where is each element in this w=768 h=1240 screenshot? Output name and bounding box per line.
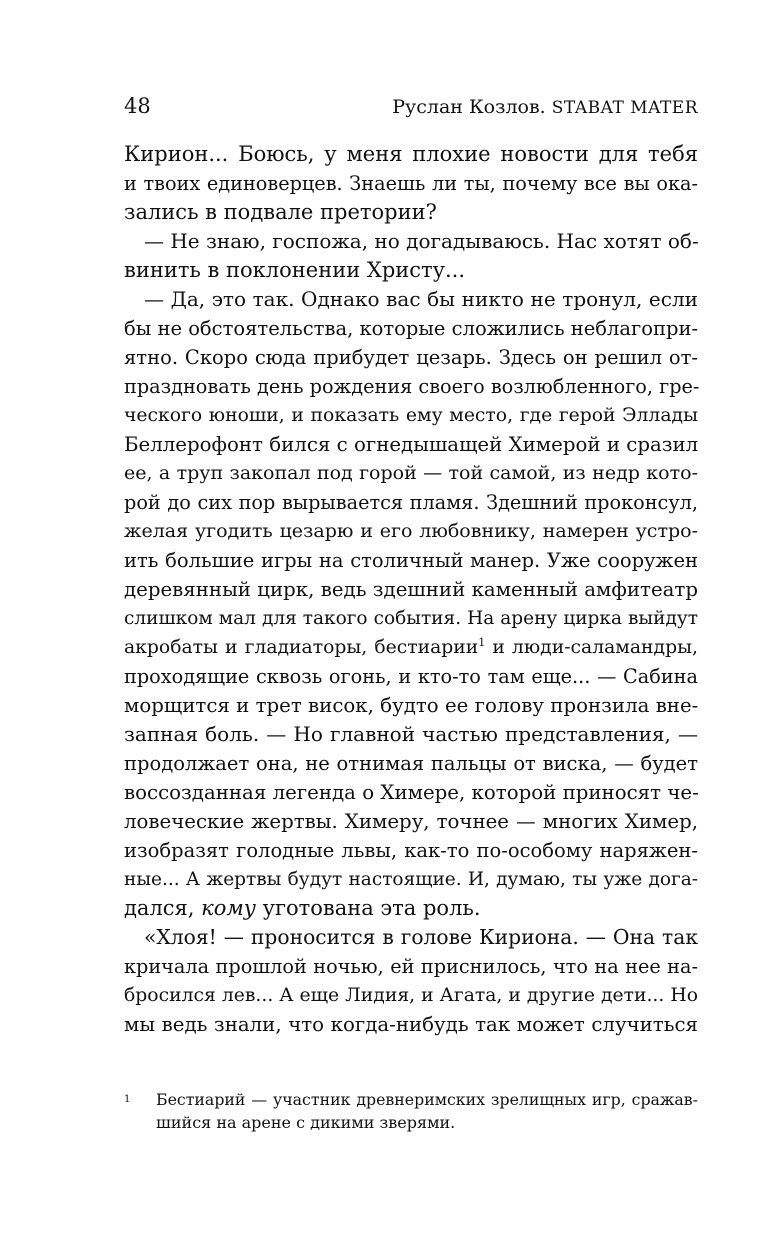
text-line: рой до сих пор вырывается пламя. Здешний проконсул,: [124, 491, 698, 514]
text-line: желая угодить цезарю и его любовнику, намерен устро-: [124, 520, 698, 542]
footnote-marker: 1: [124, 1094, 131, 1105]
text-line: бы не обстоятельства, которые сложились неблагопри-: [124, 317, 699, 340]
text-line: ить большие игры на столичный манер. Уже сооружен: [124, 549, 698, 572]
text-line: мы ведь знали, что когда-нибудь так может случиться: [124, 1013, 698, 1036]
text-segment: акробаты и гладиаторы, бестиарии: [124, 637, 479, 658]
text-line: слишком мал для такого события. На арену цирка выйдут: [124, 608, 698, 629]
text-line: продолжает она, не отнимая пальцы от виска, — будет: [124, 752, 698, 775]
text-segment: и люди-саламандры,: [485, 637, 698, 658]
text-line: изобразят голодные львы, как-то по-особому наряжен-: [124, 839, 698, 862]
author-name: Руслан Козлов.: [392, 96, 546, 118]
footnote: [124, 1088, 698, 1134]
text-line: деревянный цирк, ведь здешний каменный амфитеатр: [124, 578, 698, 601]
text-line: винить в поклонении Христу...: [124, 258, 466, 282]
text-line: и твоих единоверцев. Знаешь ли ты, почему все вы ока-: [124, 172, 698, 195]
text-line: морщится и трет висок, будто ее голову пронзила вне-: [124, 694, 699, 717]
text-line: ные... А жертвы будут настоящие. И, думаю, ты уже дога-: [124, 869, 698, 890]
footnote-reference[interactable]: 1: [478, 635, 486, 649]
text-line: ятно. Скоро сюда прибудет цезарь. Здесь он решил от-: [124, 346, 698, 369]
book-title: STABAT MATER: [551, 98, 698, 118]
text-line: бросился лев... А еще Лидия, и Агата, и другие дети... Но: [124, 985, 698, 1006]
text-line: — Не знаю, госпожа, но догадываюсь. Нас хотят об-: [144, 229, 699, 253]
text-segment: дался,: [124, 896, 202, 920]
emphasis-word: кому: [201, 896, 256, 920]
text-line: воссозданная легенда о Химере, которой приносят че-: [124, 781, 699, 804]
page-number: 48: [124, 94, 151, 118]
text-line: зались в подвале претории?: [124, 200, 437, 224]
footnote-line: Бестиарий — участник древнеримских зрелищных игр, сражав-: [156, 1090, 698, 1109]
text-line: кричала прошлой ночью, ей приснилось, что на нее на-: [124, 955, 698, 978]
text-line: ее, а труп закопал под горой — той самой, из недр кото-: [124, 462, 698, 484]
text-line: [124, 633, 698, 662]
text-line: ческого юноши, и показать ему место, где герой Эллады: [124, 405, 698, 426]
text-line: Беллерофонт бился с огнедышащей Химерой и сразил: [124, 433, 699, 456]
text-line: Кирион... Боюсь, у меня плохие новости для тебя: [124, 142, 698, 166]
text-line: проходящие сквозь огонь, и кто-то там еще... — Сабина: [124, 665, 698, 688]
text-line: [124, 894, 698, 923]
header-author-title: [392, 96, 698, 118]
text-segment: уготована эта роль.: [255, 896, 481, 920]
text-line: «Хлоя! — проносится в голове Кириона. — Она так: [144, 925, 698, 949]
running-head: [124, 94, 698, 124]
text-line: ловеческие жертвы. Химеру, точнее — многих Химер,: [124, 810, 698, 833]
text-line: праздновать день рождения своего возлюбленного, гре-: [124, 375, 700, 398]
text-line: — Да, это так. Однако вас бы никто не тронул, если: [144, 287, 698, 311]
text-line: запная боль. — Но главной частью представления, —: [124, 722, 698, 746]
footnote-line: шийся на арене с дикими зверями.: [156, 1113, 456, 1132]
body-text: [124, 140, 698, 1039]
